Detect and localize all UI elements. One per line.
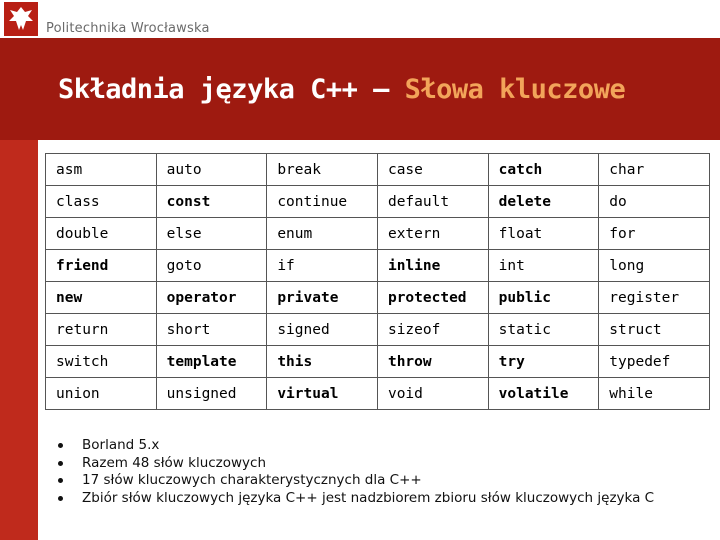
keyword-cell: new — [46, 282, 157, 314]
eagle-logo-icon — [4, 2, 38, 36]
keyword-cell: sizeof — [377, 314, 488, 346]
keyword-cell: if — [267, 250, 378, 282]
notes-list — [52, 437, 654, 507]
list-item — [52, 490, 654, 508]
keyword-cell: enum — [267, 218, 378, 250]
list-item — [52, 455, 654, 473]
keyword-cell: operator — [156, 282, 267, 314]
keyword-cell: case — [377, 154, 488, 186]
keyword-cell: extern — [377, 218, 488, 250]
table-row — [46, 250, 710, 282]
slide-title — [58, 74, 625, 105]
keyword-cell: class — [46, 186, 157, 218]
table-row — [46, 378, 710, 410]
keyword-cell: asm — [46, 154, 157, 186]
keyword-cell: short — [156, 314, 267, 346]
keyword-cell: friend — [46, 250, 157, 282]
keyword-cell: this — [267, 346, 378, 378]
keyword-cell: goto — [156, 250, 267, 282]
bullet-text: 17 słów kluczowych charakterystycznych dla C++ — [82, 472, 422, 488]
keyword-cell: template — [156, 346, 267, 378]
keyword-cell: continue — [267, 186, 378, 218]
keyword-cell: while — [599, 378, 710, 410]
keyword-cell: virtual — [267, 378, 378, 410]
bullet-icon — [58, 443, 63, 448]
bullet-text: Zbiór słów kluczowych języka C++ jest nadzbiorem zbioru słów kluczowych języka C — [82, 489, 655, 506]
keyword-cell: else — [156, 218, 267, 250]
institution-header — [0, 0, 720, 38]
keyword-cell: default — [377, 186, 488, 218]
keyword-cell: break — [267, 154, 378, 186]
keyword-cell: int — [488, 250, 599, 282]
keyword-cell: delete — [488, 186, 599, 218]
list-item — [52, 437, 654, 455]
keyword-cell: volatile — [488, 378, 599, 410]
list-item — [52, 472, 654, 490]
left-strip — [0, 38, 38, 540]
keyword-cell: auto — [156, 154, 267, 186]
keyword-cell: void — [377, 378, 488, 410]
keyword-cell: unsigned — [156, 378, 267, 410]
keyword-cell: long — [599, 250, 710, 282]
keyword-cell: try — [488, 346, 599, 378]
table-row — [46, 282, 710, 314]
keyword-cell: union — [46, 378, 157, 410]
keyword-cell: signed — [267, 314, 378, 346]
keywords-table — [45, 153, 710, 410]
bullet-icon — [58, 461, 63, 466]
bullet-icon — [58, 496, 63, 501]
keyword-cell: return — [46, 314, 157, 346]
table-row — [46, 314, 710, 346]
keyword-cell: register — [599, 282, 710, 314]
table-row — [46, 218, 710, 250]
table-row — [46, 346, 710, 378]
keyword-cell: const — [156, 186, 267, 218]
keyword-cell: static — [488, 314, 599, 346]
keyword-cell: inline — [377, 250, 488, 282]
keyword-cell: catch — [488, 154, 599, 186]
keyword-cell: protected — [377, 282, 488, 314]
keyword-cell: public — [488, 282, 599, 314]
table-row — [46, 154, 710, 186]
keyword-cell: typedef — [599, 346, 710, 378]
keyword-cell: private — [267, 282, 378, 314]
keyword-cell: struct — [599, 314, 710, 346]
bullet-text: Razem 48 słów kluczowych — [82, 454, 267, 471]
table-row — [46, 186, 710, 218]
keyword-cell: switch — [46, 346, 157, 378]
bullet-text: Borland 5.x — [82, 437, 160, 453]
keyword-cell: char — [599, 154, 710, 186]
keyword-cell: throw — [377, 346, 488, 378]
keyword-cell: float — [488, 218, 599, 250]
keyword-cell: double — [46, 218, 157, 250]
bullet-icon — [58, 478, 63, 483]
title-accent: Słowa kluczowe — [404, 74, 626, 105]
institution-name: Politechnika Wrocławska — [46, 21, 210, 36]
keyword-cell: for — [599, 218, 710, 250]
title-main: Składnia języka C++ – — [58, 74, 405, 105]
keyword-cell: do — [599, 186, 710, 218]
